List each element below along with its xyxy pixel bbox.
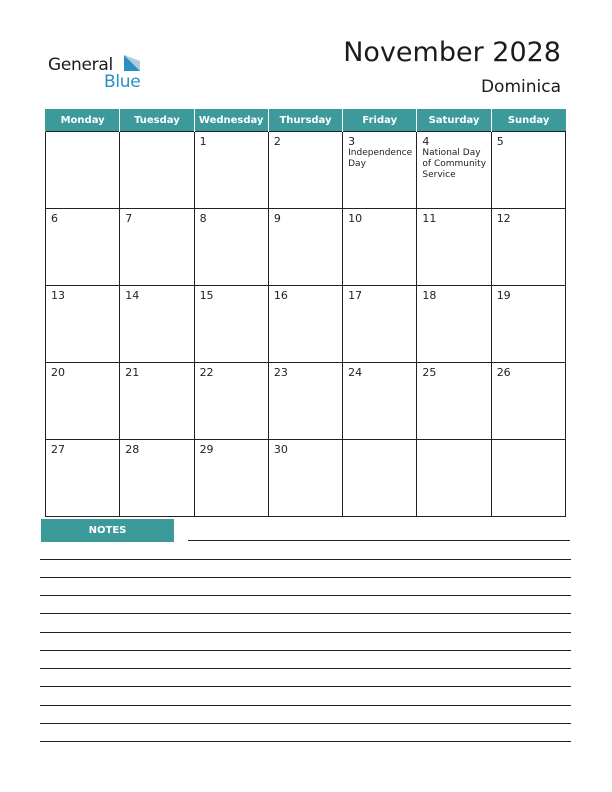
day-cell [417, 440, 491, 517]
day-cell [268, 132, 342, 209]
day-cell [120, 209, 194, 286]
day-number: 5 [496, 135, 504, 148]
day-cell [268, 440, 342, 517]
logo-flag-icon [122, 54, 142, 72]
day-number: 14 [125, 289, 140, 302]
day-number: 11 [422, 212, 437, 225]
country-name: Dominica [480, 77, 561, 97]
day-cell [268, 209, 342, 286]
day-number: 17 [348, 289, 363, 302]
month-title: November 2028 [343, 37, 561, 68]
day-cell [194, 286, 268, 363]
day-number: 2 [273, 135, 281, 148]
day-number: 13 [51, 289, 65, 302]
day-cell [491, 363, 565, 440]
holiday-label: Independence Day [348, 148, 413, 169]
weekday-header: Saturday [417, 109, 491, 132]
calendar-grid [45, 109, 566, 517]
week-row [46, 286, 566, 363]
day-number: 19 [496, 289, 511, 302]
note-line [40, 613, 571, 614]
day-cell [343, 286, 417, 363]
note-line [40, 705, 571, 706]
weekday-header: Tuesday [120, 109, 194, 132]
note-line [40, 650, 571, 651]
day-cell [46, 132, 120, 209]
day-number: 27 [51, 443, 65, 456]
note-line [40, 632, 571, 633]
day-number: 9 [273, 212, 281, 225]
day-number: 8 [199, 212, 207, 225]
note-line [40, 595, 571, 596]
day-cell [194, 132, 268, 209]
day-number: 21 [125, 366, 140, 379]
week-row [46, 440, 566, 517]
day-cell [120, 363, 194, 440]
note-line [40, 559, 571, 560]
day-number: 23 [273, 366, 288, 379]
day-number: 22 [199, 366, 214, 379]
day-cell [46, 286, 120, 363]
weekday-header: Friday [343, 109, 417, 132]
day-cell [46, 440, 120, 517]
day-number: 15 [199, 289, 214, 302]
note-line [188, 540, 570, 541]
weekday-header: Monday [46, 109, 120, 132]
day-number: 30 [273, 443, 288, 456]
day-cell [417, 363, 491, 440]
day-cell [417, 286, 491, 363]
day-cell [417, 209, 491, 286]
day-number: 7 [125, 212, 133, 225]
weekday-header: Thursday [268, 109, 342, 132]
day-number: 25 [422, 366, 437, 379]
note-line [40, 723, 571, 724]
day-cell [491, 440, 565, 517]
notes-header: NOTES [41, 519, 174, 542]
generalblue-logo [48, 52, 148, 92]
day-cell [46, 209, 120, 286]
weekday-header: Sunday [491, 109, 565, 132]
day-number: 10 [348, 212, 363, 225]
day-cell [343, 363, 417, 440]
logo-text-general: General [48, 55, 113, 75]
day-number: 28 [125, 443, 140, 456]
day-number: 16 [273, 289, 288, 302]
day-cell [120, 286, 194, 363]
day-number: 26 [496, 366, 511, 379]
day-cell [268, 363, 342, 440]
day-number: 12 [496, 212, 511, 225]
weekday-header: Wednesday [194, 109, 268, 132]
weekday-header-row [46, 109, 566, 132]
note-line [40, 741, 571, 742]
note-line [40, 668, 571, 669]
day-number: 18 [422, 289, 437, 302]
day-cell [46, 363, 120, 440]
note-line [40, 577, 571, 578]
week-row [46, 132, 566, 209]
day-cell [194, 363, 268, 440]
day-cell [343, 440, 417, 517]
day-cell [194, 209, 268, 286]
day-number: 1 [199, 135, 207, 148]
day-cell [120, 440, 194, 517]
day-number: 20 [51, 366, 65, 379]
day-cell [491, 209, 565, 286]
day-cell [417, 132, 491, 209]
week-row [46, 209, 566, 286]
day-number: 3 [348, 135, 356, 148]
day-number: 29 [199, 443, 214, 456]
week-row [46, 363, 566, 440]
day-cell [268, 286, 342, 363]
day-cell [491, 286, 565, 363]
day-cell [343, 209, 417, 286]
note-line [40, 686, 571, 687]
day-cell [491, 132, 565, 209]
day-cell [194, 440, 268, 517]
day-number: 24 [348, 366, 363, 379]
day-number: 6 [51, 212, 58, 225]
day-number: 4 [422, 135, 430, 148]
day-cell [343, 132, 417, 209]
day-cell [120, 132, 194, 209]
holiday-label: National Day of Community Service [422, 148, 487, 180]
logo-text-blue: Blue [104, 72, 141, 92]
